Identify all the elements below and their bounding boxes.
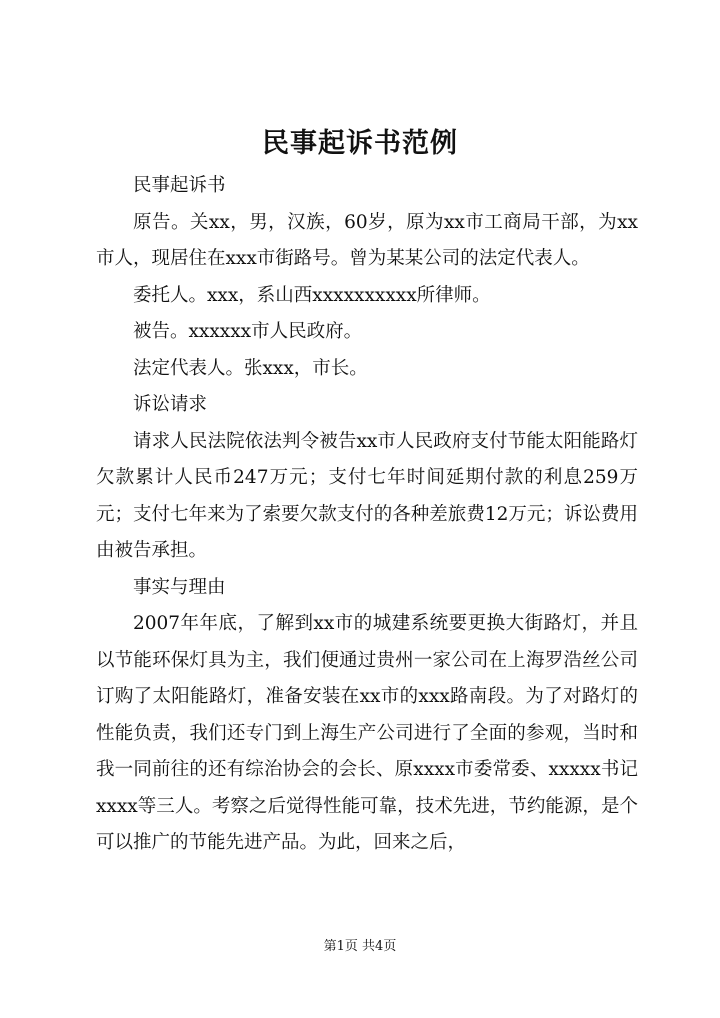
paragraph-agent: 委托人。xxx，系山西xxxxxxxxxx所律师。 <box>133 284 491 306</box>
paragraph-claims: 请求人民法院依法判令被告xx市人民政府支付节能太阳能路灯欠款累计人民币247万元；支付七年时间延期付款的利息259万元；支付七年来为了索要欠款支付的各种差旅费12万元；诉讼费用由被告承担。 <box>96 430 638 561</box>
paragraph-facts: 2007年年底，了解到xx市的城建系统要更换大街路灯，并且以节能环保灯具为主，我们便通过贵州一家公司在上海罗浩丝公司订购了太阳能路灯，准备安装在xx市的xxx路南段。为了对路灯的性能负责，我们还专门到上海生产公司进行了全面的参观，当时和我一同前往的还有综治协会的会长、原xxxx市委常委、xxxxx书记xxxx等三人。考察之后觉得性能可靠，技术先进，节约能源，是个可以推广的节能先进产品。为此，回来之后， <box>96 613 638 853</box>
document-title: 民事起诉书范例 <box>262 128 458 159</box>
paragraph-heading-facts: 事实与理由 <box>133 576 226 598</box>
page-number: 第1页 共4页 <box>323 939 397 954</box>
paragraph-legal-representative: 法定代表人。张xxx，市长。 <box>133 357 368 379</box>
paragraph-defendant: 被告。xxxxxx市人民政府。 <box>133 321 363 342</box>
paragraph-plaintiff: 原告。关xx，男，汉族，60岁，原为xx市工商局干部，为xx市人，现居住在xxx市街路号。曾为某某公司的法定代表人。 <box>96 211 638 269</box>
paragraph-heading-claims: 诉讼请求 <box>133 394 208 415</box>
document-body <box>96 168 638 862</box>
paragraph-heading-complaint: 民事起诉书 <box>133 175 226 196</box>
